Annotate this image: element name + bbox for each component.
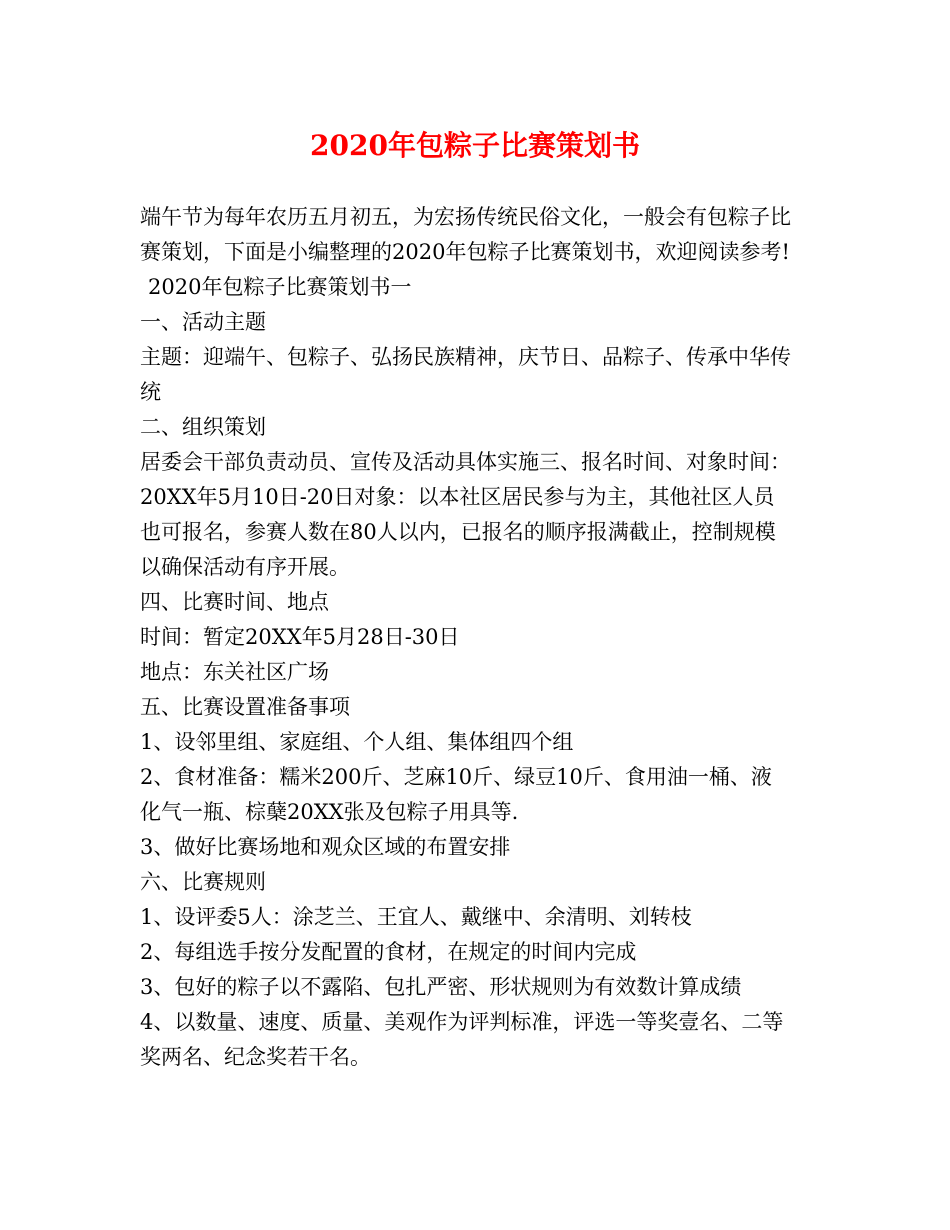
- paragraph-line: 主题：迎端午、包粽子、弘扬民族精神，庆节日、品粽子、传承中华传: [140, 345, 791, 369]
- section-heading: 五、比赛设置准备事项: [140, 695, 350, 719]
- list-item: 3、做好比赛场地和观众区域的布置安排: [140, 835, 511, 859]
- section-heading: 六、比赛规则: [140, 870, 266, 894]
- list-item: 奖两名、纪念奖若干名。: [140, 1045, 371, 1069]
- paragraph-line: 赛策划，下面是小编整理的2020年包粽子比赛策划书，欢迎阅读参考!: [140, 240, 790, 264]
- list-item: 3、包好的粽子以不露陷、包扎严密、形状规则为有效数计算成绩: [140, 975, 742, 999]
- section-heading: 2020年包粽子比赛策划书一: [148, 275, 412, 299]
- paragraph-line: 也可报名，参赛人数在80人以内，已报名的顺序报满截止，控制规模: [140, 520, 776, 544]
- document-body: [140, 200, 820, 1075]
- paragraph-line: 地点：东关社区广场: [140, 660, 329, 684]
- list-item: 1、设评委5人：涂芝兰、王宜人、戴继中、余清明、刘转枝: [140, 905, 692, 929]
- list-item: 2、食材准备：糯米200斤、芝麻10斤、绿豆10斤、食用油一桶、液: [140, 765, 772, 789]
- paragraph-line: 时间：暂定20XX年5月28日-30日: [140, 625, 460, 649]
- paragraph-line: 端午节为每年农历五月初五，为宏扬传统民俗文化，一般会有包粽子比: [140, 205, 791, 229]
- paragraph-line: 20XX年5月10日-20日对象：以本社区居民参与为主，其他社区人员: [140, 485, 775, 509]
- list-item: 4、以数量、速度、质量、美观作为评判标准，评选一等奖壹名、二等: [140, 1010, 784, 1034]
- list-item: 2、每组选手按分发配置的食材，在规定的时间内完成: [140, 940, 637, 964]
- list-item: 1、设邻里组、家庭组、个人组、集体组四个组: [140, 730, 574, 754]
- section-heading: 四、比赛时间、地点: [140, 590, 329, 614]
- paragraph-line: 统: [140, 380, 161, 404]
- paragraph-line: 以确保活动有序开展。: [140, 555, 350, 579]
- list-item: 化气一瓶、棕蘖20XX张及包粽子用具等.: [140, 800, 519, 824]
- section-heading: 一、活动主题: [140, 310, 266, 334]
- paragraph-line: 居委会干部负责动员、宣传及活动具体实施三、报名时间、对象时间：: [140, 450, 791, 474]
- section-heading: 二、组织策划: [140, 415, 266, 439]
- document-title: 2020年包粽子比赛策划书: [310, 129, 640, 162]
